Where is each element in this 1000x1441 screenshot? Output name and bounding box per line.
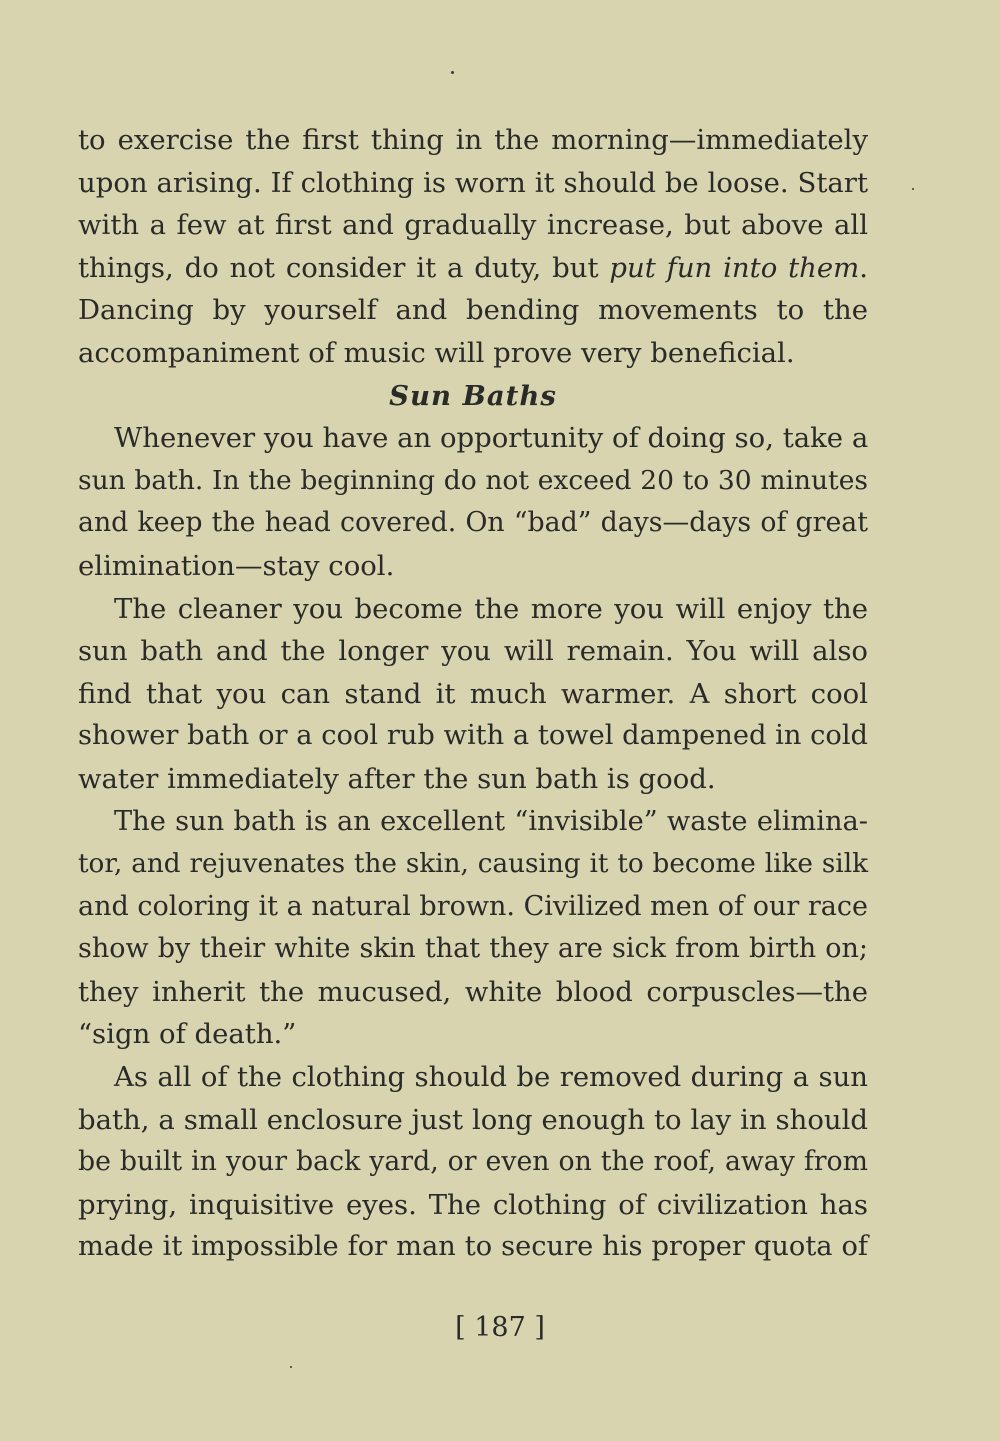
text-segment: things, do not consider it a duty, but xyxy=(78,251,610,284)
text-line: and keep the head covered. On “bad” days—days of great xyxy=(78,507,868,539)
speck-mark xyxy=(451,71,454,74)
emphasis-text: put fun into them xyxy=(609,251,860,284)
text-segment: . xyxy=(859,251,868,284)
text-line: bath, a small enclosure just long enough to lay in should xyxy=(78,1103,868,1136)
text-line: As all of the clothing should be removed during a sun xyxy=(114,1061,868,1094)
text-line: water immediately after the sun bath is good. xyxy=(78,762,716,795)
text-line: sun bath and the longer you will remain. You will also xyxy=(78,635,868,668)
body-text xyxy=(78,119,868,1269)
text-line: elimination—stay cool. xyxy=(78,549,395,582)
text-line: Dancing by yourself and bending movements to the xyxy=(78,294,868,327)
text-line: made it impossible for man to secure his proper quota of xyxy=(78,1231,868,1263)
text-line xyxy=(78,247,868,290)
speck-mark xyxy=(290,1366,292,1368)
text-line: upon arising. If clothing is worn it should be loose. Start xyxy=(78,166,868,199)
text-line: sun bath. In the beginning do not exceed 20 to 30 minutes xyxy=(78,464,868,496)
text-line: they inherit the mucused, white blood corpuscles—the xyxy=(78,975,868,1008)
text-line: to exercise the first thing in the morning—immediately xyxy=(78,124,868,156)
text-line: accompaniment of music will prove very beneficial. xyxy=(78,336,795,369)
text-line: The cleaner you become the more you will enjoy the xyxy=(114,592,868,625)
text-line: find that you can stand it much warmer. A short cool xyxy=(78,677,868,710)
text-line: tor, and rejuvenates the skin, causing it to become like silk xyxy=(78,849,868,880)
page-number: [ 187 ] xyxy=(455,1312,545,1343)
text-line: Whenever you have an opportunity of doing so, take a xyxy=(114,422,869,455)
text-line: prying, inquisitive eyes. The clothing of civilization has xyxy=(78,1188,868,1221)
section-heading: Sun Baths xyxy=(389,379,557,412)
speck-mark xyxy=(912,188,914,190)
text-line: shower bath or a cool rub with a towel dampened in cold xyxy=(78,720,868,752)
text-line: and coloring it a natural brown. Civilized men of our race xyxy=(78,890,868,922)
text-line: be built in your back yard, or even on the roof, away from xyxy=(78,1146,868,1178)
text-line: “sign of death.” xyxy=(78,1018,297,1051)
text-line: show by their white skin that they are sick from birth on; xyxy=(78,933,868,965)
text-line: The sun bath is an excellent “invisible” waste elimina- xyxy=(114,805,868,837)
text-line: with a few at first and gradually increase, but above all xyxy=(78,209,868,242)
